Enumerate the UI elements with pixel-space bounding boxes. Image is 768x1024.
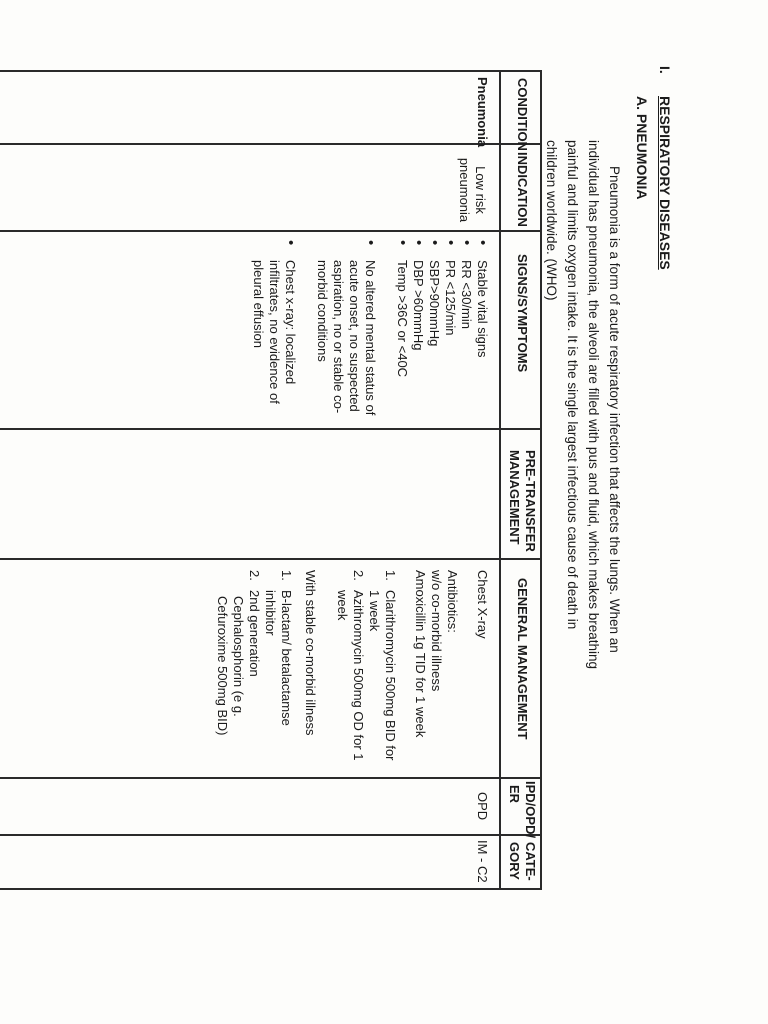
list-item: • Stable vital signs [474,238,490,423]
header-general-management: GENERAL MANAGEMENT [515,578,530,740]
cell-indication [456,154,488,226]
list-text: 2nd generation [247,590,262,677]
cell-general-management [214,570,490,770]
header-pre-transfer-line2: MANAGEMENT [507,450,522,545]
table-border-top [540,70,542,890]
list-item: • SBP>90mmHg [426,238,442,423]
column-divider [0,143,542,145]
amoxicillin-text: Amoxicillin 1g TID for 1 week [413,570,428,738]
cell-ipd-opd-er: OPD [475,792,490,821]
list-item: • PR <125/min [442,238,458,423]
list-item: • Chest x-ray: localized infiltrates, no evidence of pleural effusion [250,238,298,423]
list-item [366,570,398,770]
list-item: • Temp >36C or <40C [394,238,410,423]
spacer [318,570,334,770]
without-comorbid-label: w/o co-morbid illness [429,570,444,692]
header-condition: CONDITION [515,78,530,151]
header-category-line1: CATE- [523,842,538,881]
list-text: Azithromycin 500mg OD for 1 week [335,590,366,761]
header-category [506,842,538,881]
list-item [262,570,294,770]
indication-line1: Low risk [473,166,488,214]
list-text: Clarithromycin 500mg BID for 1 week [367,590,398,761]
header-ipd-line2: ER [507,785,522,804]
management-table [0,70,542,890]
header-category-line2: GORY [507,842,522,880]
column-divider [0,888,542,890]
list-item: • DBP >60mmHg [410,238,426,423]
header-pre-transfer [506,450,538,552]
spacer [460,570,474,770]
list-text: Cephalosphorin (e g. [231,596,246,717]
list-item: • No altered mental status of acute onset, no suspected aspiration, no or stable co-morbid conditions [314,238,378,423]
chest-xray-text: Chest X-ray [475,570,490,639]
spacer [398,570,412,770]
column-divider [0,834,542,836]
signs-list [250,238,490,423]
column-divider [0,70,542,72]
list-number: 2. [247,570,262,581]
antibiotics-label: Antibiotics: [445,570,460,633]
section-number: I. [657,66,673,74]
column-divider [0,428,542,430]
header-ipd-opd-er [506,781,538,838]
indication-line2: pneumonia [457,157,472,223]
list-item [214,570,262,770]
list-item: • RR <30/min [458,238,474,423]
cell-condition: Pneumonia [475,77,490,148]
intro-paragraph: Pneumonia is a form of acute respiratory infection that affects the lungs. When an individual has pneumonia, the alveoli are filled with pus and fluid, which makes breathing painful and limits oxygen intake. It is the single largest infectious cause of death in children worldwide. (WHO) [544,140,622,670]
header-signs-symptoms: SIGNS/SYMPTOMS [515,254,530,373]
header-pre-transfer-line1: PRE-TRANSFER [523,450,538,552]
column-divider [0,777,542,779]
subsection-title: A. PNEUMONIA [634,96,650,200]
list-text: Cefuroxime 500mg BID) [215,596,230,736]
with-comorbid-label: With stable co-morbid illness [303,570,318,736]
antibiotic-list [334,570,398,770]
column-divider [0,558,542,560]
list-number: 1. [383,570,398,581]
list-number: 1. [279,570,294,581]
list-number: 2. [351,570,366,581]
cell-signs-symptoms [250,238,490,423]
header-ipd-line1: IPD/OPD/ [523,781,538,839]
header-indication: INDICATION [515,152,530,227]
list-text: B-lactam/ betalactamse inhibitor [263,590,294,726]
spacer [294,570,302,770]
section-title: RESPIRATORY DISEASES [657,96,673,270]
header-divider [499,70,501,890]
cell-category: IM - C2 [475,840,490,883]
column-divider [0,230,542,232]
comorbid-antibiotic-list [214,570,294,770]
list-item [334,570,366,770]
